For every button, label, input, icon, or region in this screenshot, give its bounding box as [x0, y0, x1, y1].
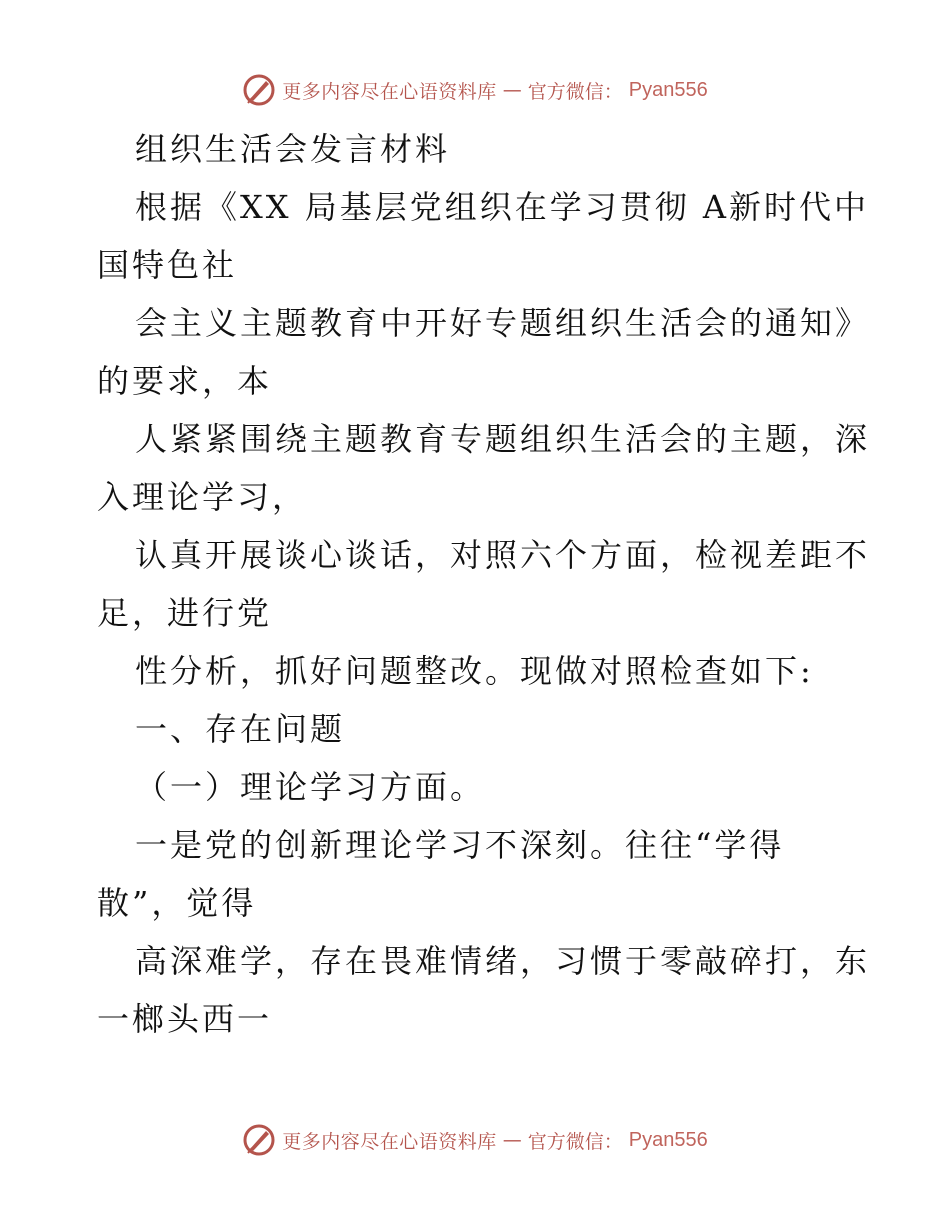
footer-watermark — [0, 1120, 950, 1160]
doc-line: 人紧紧围绕主题教育专题组织生活会的主题，深 — [135, 420, 871, 458]
watermark-wechat-id: Pyan556 — [628, 78, 708, 101]
doc-line: 认真开展谈心谈话，对照六个方面，检视差距不 — [135, 536, 871, 574]
watermark-dash: — — [502, 1129, 522, 1151]
section-heading: 一、存在问题 — [135, 710, 346, 748]
watermark-wechat-label: 官方微信： — [527, 1130, 623, 1153]
watermark-wechat-label: 官方微信： — [527, 80, 623, 103]
doc-line: 国特色社 — [97, 246, 238, 284]
subsection-heading: （一）理论学习方面。 — [135, 768, 486, 806]
header-watermark — [0, 70, 950, 110]
doc-line: 高深难学，存在畏难情绪，习惯于零敲碎打，东 — [135, 942, 871, 980]
doc-title: 组织生活会发言材料 — [135, 130, 451, 168]
watermark-site-text: 更多内容尽在心语资料库 — [282, 80, 497, 103]
watermark-site-text: 更多内容尽在心语资料库 — [282, 1130, 497, 1153]
doc-line: 足，进行党 — [97, 594, 273, 632]
doc-line: 根据《XX 局基层党组织在学习贯彻 A新时代中 — [135, 188, 870, 226]
doc-line: 会主义主题教育中开好专题组织生活会的通知》 — [135, 304, 871, 342]
watermark-wechat-id: Pyan556 — [628, 1128, 708, 1151]
doc-line: 散”，觉得 — [97, 884, 257, 922]
doc-line: 性分析，抓好问题整改。现做对照检查如下: — [135, 652, 814, 690]
doc-line: 的要求，本 — [97, 362, 273, 400]
doc-line: 一榔头西一 — [97, 1000, 273, 1038]
watermark-dash: — — [502, 79, 522, 101]
doc-line: 入理论学习， — [97, 478, 308, 516]
quill-pen-icon — [242, 73, 276, 107]
quill-pen-icon — [242, 1123, 276, 1157]
doc-line: 一是党的创新理论学习不深刻。往往“学得 — [135, 826, 785, 864]
